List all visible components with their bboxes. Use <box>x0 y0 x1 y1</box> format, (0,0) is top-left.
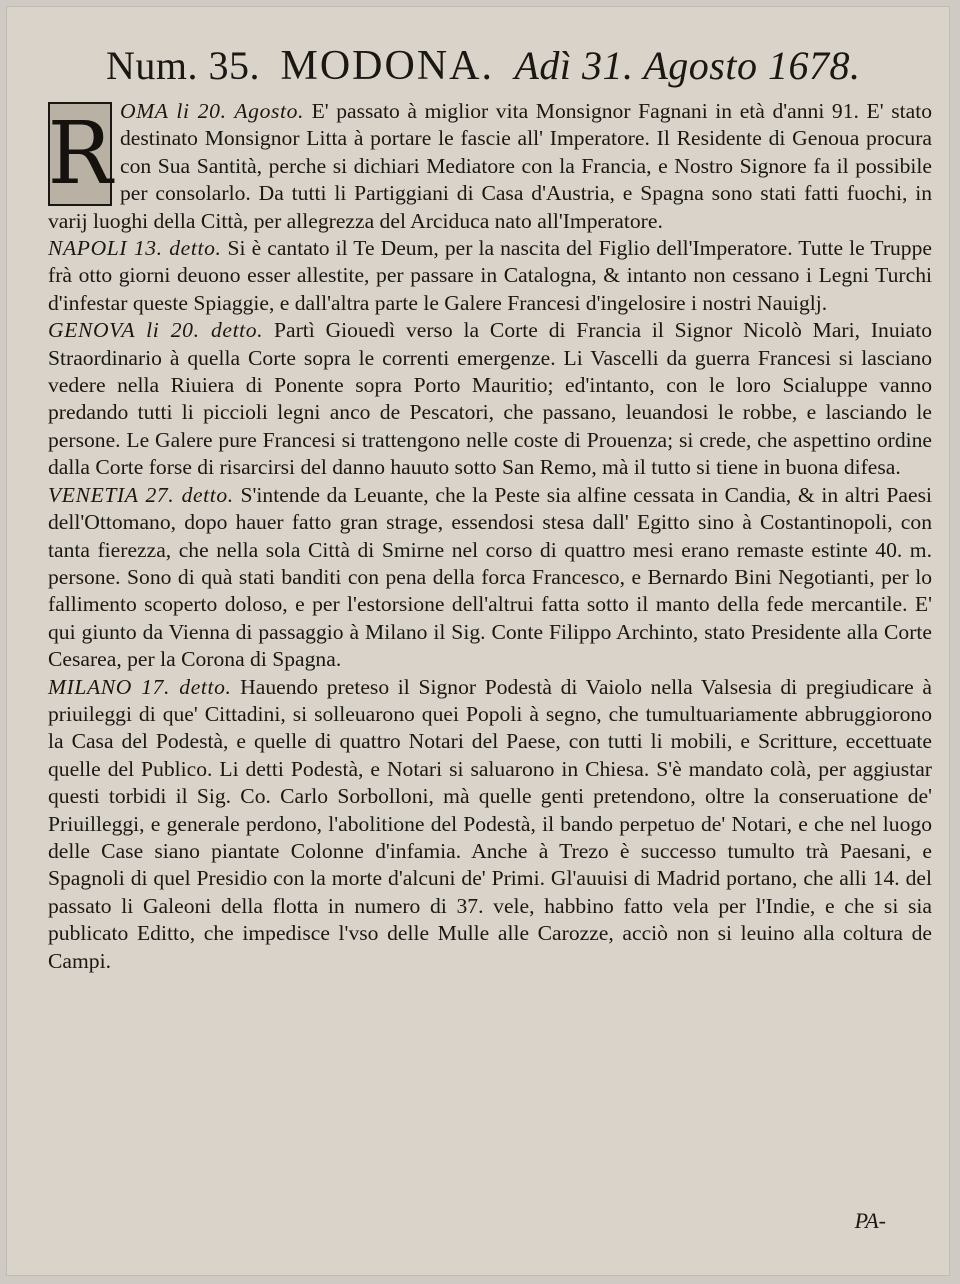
article-text: Si è cantato il Te Deum, per la nascita del Figlio dell'Imperatore. Tutte le Truppe frà otto giorni deuono esser allestite, per passare in Catalogna, & intanto non cessano i Legni Turchi d'infestar queste Spiaggie, e dall'altra parte le Galere Francesi d'ingelosire i nostri Nauiglj. <box>48 236 932 315</box>
issue-number: Num. 35. <box>106 43 260 88</box>
article-text: S'intende da Leuante, che la Peste sia alfine cessata in Candia, & in altri Paesi dell'Ottomano, dopo hauer fatto gran strage, essendosi stesa dall' Egitto sino à Costantinopoli, con tanta fierezza, che nella sola Città di Smirne nel corso di quattro mesi erano remaste estinte 40. m. persone. Sono di quà stati banditi con pena della forca Francesco, e Bernardo Bini Negotianti, per lo fallimento scoperto doloso, e per l'estorsione dell'altrui fatta sotto il manto della fede mercantile. E' qui giunto da Vienna di passaggio à Milano il Sig. Conte Filippo Archinto, stato Presidente alla Corte Cesarea, per la Corona di Spagna. <box>48 482 932 672</box>
dateline: OMA li 20. Agosto. <box>120 99 304 123</box>
newspaper-page <box>6 6 950 1276</box>
article-napoli <box>48 235 932 317</box>
article-body <box>48 98 932 1238</box>
catchword: PA- <box>854 1208 886 1233</box>
city-title: MODONA. <box>280 43 494 89</box>
dateline: GENOVA li 20. detto. <box>48 318 264 343</box>
article-roma <box>48 98 932 235</box>
dateline: MILANO 17. detto. <box>48 674 232 699</box>
article-text: Partì Giouedì verso la Corte di Francia il Signor Nicolò Mari, Inuiato Straordinario à quella Corte sopra le correnti emergenze. Li Vascelli da guerra Francesi si lasciano vedere nella Riuiera di Ponente sopra Porto Mauritio; ed'intanto, con le loro Scialuppe vanno predando tutti li piccioli legni anco de Pescatori, che passano, leuandosi le robbe, e lasciando le persone. Le Galere pure Francesi si trattengono nelle coste di Prouenza; si crede, che aspettino ordine dalla Corte forse di risarcirsi del danno hauuto sotto San Remo, mà il tutto si tiene in buona difesa. <box>48 318 932 480</box>
article-venetia <box>48 482 932 674</box>
issue-date: Adì 31. Agosto 1678. <box>514 43 861 88</box>
article-text: E' passato à miglior vita Monsignor Fagnani in età d'anni 91. E' stato destinato Monsignor Litta à portare le fascie all' Imperatore. Il Residente di Genoua procura con Sua Santità, perche si dichiari Mediatore con la Francia, e Nostro Signore fa il possibile per consolarlo. Da tutti li Partiggiani di Casa d'Austria, e Spagna sono stati fatti fuochi, in varij luoghi della Città, per allegrezza del Arciduca nato all'Imperatore. <box>48 99 932 233</box>
masthead <box>106 42 906 98</box>
article-text: Hauendo preteso il Signor Podestà di Vaiolo nella Valsesia di pregiudicare à priuileggi di que' Cittadini, si solleuarono quei Popoli à segno, che tumultuariamente abbruggiorono la Casa del Podestà, e quelle di quattro Notari del Paese, con tutti li mobili, e Scritture, eccettuate quelle del Publico. Li detti Podestà, e Notari si saluarono in Chiesa. S'è mandato colà, per aggiustar questi torbidi il Sig. Co. Carlo Sorbolloni, mà quelle genti pretendono, oltre la conseruatione de' Priuilleggi, e generale perdono, l'abolitione del Podestà, il bando perpetuo de' Notari, e che nel luogo delle Case siano piantate Colonne d'infamia. Anche à Trezo è successo tumulto trà Paesani, e Spagnoli di quel Presidio con la morte d'alcuni de' Primi. Gl'auuisi di Madrid portano, che alli 14. del passato li Galeoni della flotta in numero di 37. vele, habbino fatto vela per l'Indie, e che si sia publicato Editto, che impedisce l'vso delle Mulle alle Carozze, acciò non si leuino alla coltura de Campi. <box>48 674 932 973</box>
article-genova <box>48 317 932 481</box>
decorated-initial: R <box>47 104 113 204</box>
dateline: VENETIA 27. detto. <box>48 482 234 507</box>
dateline: NAPOLI 13. detto. <box>48 236 222 261</box>
article-milano <box>48 674 932 975</box>
